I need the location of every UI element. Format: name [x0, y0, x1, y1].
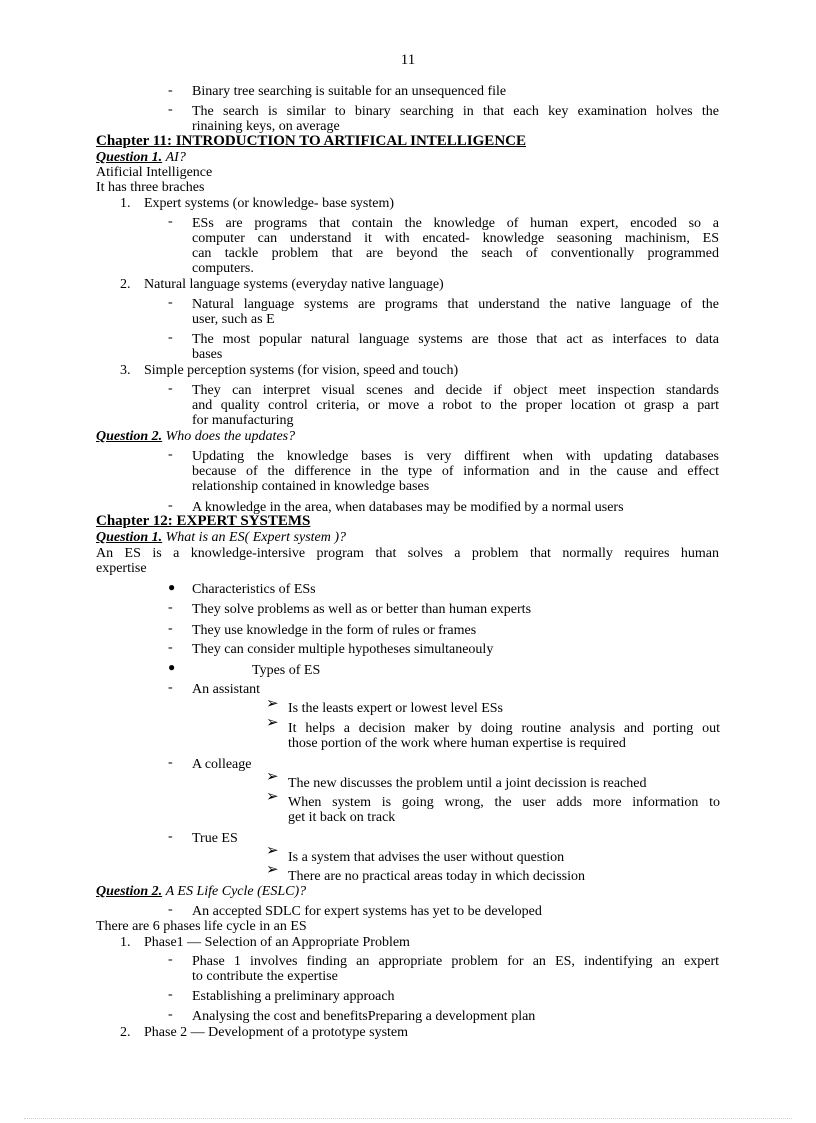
text-line: Is the leasts expert or lowest level ESs — [288, 701, 504, 716]
text-line: True ES — [192, 831, 238, 846]
text-line: user, such as E — [192, 312, 275, 327]
text-line: Natural language systems (everyday native language) — [144, 277, 444, 292]
text-line: and quality control criteria, or move a robot to the proper location ot grasp a part — [192, 398, 719, 413]
dash-bullet: - — [168, 829, 173, 844]
text-line: When system is going wrong, the user adds more information to — [288, 795, 720, 810]
chapter-heading: Chapter 11: INTRODUCTION TO ARTIFICAL INTELLIGENCE — [96, 133, 526, 149]
dash-bullet: - — [168, 295, 173, 310]
question-heading — [96, 150, 186, 165]
text-line: Types of ES — [252, 663, 321, 678]
arrow-bullet-icon: ➢ — [266, 843, 279, 859]
question-title: What is an ES( Expert system )? — [165, 530, 347, 545]
text-line: because of the difference in the type of information and in the cause and effect — [192, 464, 719, 479]
text-line: There are no practical areas today in which decission — [288, 869, 585, 884]
chapter-heading: Chapter 12: EXPERT SYSTEMS — [96, 513, 311, 529]
question-title: Who does the updates? — [165, 429, 296, 444]
text-line: Expert systems (or knowledge- base system) — [144, 196, 394, 211]
question-label: Question 2. — [96, 884, 163, 899]
text-line: Phase 2 — Development of a prototype system — [144, 1025, 409, 1040]
text-line: The most popular natural language systems are those that act as interfaces to data — [192, 332, 719, 347]
text-line: Is a system that advises the user without question — [288, 850, 565, 865]
text-line: computers. — [192, 261, 254, 276]
question-heading — [96, 884, 306, 899]
text-line: Simple perception systems (for vision, speed and touch) — [144, 363, 459, 378]
text-line: get it back on track — [288, 810, 396, 825]
dash-bullet: - — [168, 381, 173, 396]
text-line: The new discusses the problem until a joint decission is reached — [288, 776, 647, 791]
dash-bullet: - — [168, 902, 173, 917]
text-line: It helps a decision maker by doing routine analysis and porting out — [288, 721, 720, 736]
round-bullet: ● — [168, 660, 176, 674]
text-line: those portion of the work where human expertise is required — [288, 736, 626, 751]
question-label: Question 1. — [96, 150, 163, 165]
dash-bullet: - — [168, 987, 173, 1002]
question-heading — [96, 530, 346, 545]
dash-bullet: - — [168, 330, 173, 345]
arrow-bullet-icon: ➢ — [266, 696, 279, 712]
text-line: Updating the knowledge bases is very diffirent when with updating databases — [192, 449, 719, 464]
text-line: The search is similar to binary searching in that each key examination holves the — [192, 104, 719, 119]
text-line: Atificial Intelligence — [96, 165, 213, 180]
text-line: rinaining keys, on average — [192, 119, 340, 134]
text-line: to contribute the expertise — [192, 969, 338, 984]
text-line: can tackle problem that are beyond the seach of conventionally programmed — [192, 246, 719, 261]
text-line: A knowledge in the area, when databases may be modified by a normal users — [192, 500, 624, 515]
text-line: They solve problems as well as or better than human experts — [192, 602, 532, 617]
dash-bullet: - — [168, 755, 173, 770]
text-line: for manufacturing — [192, 413, 294, 428]
page-number: 11 — [400, 52, 416, 68]
dash-bullet: - — [168, 1007, 173, 1022]
arrow-bullet-icon: ➢ — [266, 715, 279, 731]
text-line: It has three braches — [96, 180, 205, 195]
text-line: An accepted SDLC for expert systems has yet to be developed — [192, 904, 542, 919]
list-number: 1. — [120, 196, 131, 211]
text-line: Analysing the cost and benefitsPreparing a development plan — [192, 1009, 536, 1024]
text-line: They use knowledge in the form of rules or frames — [192, 623, 477, 638]
text-line: Phase1 — Selection of an Appropriate Problem — [144, 935, 410, 950]
question-title: AI? — [165, 150, 186, 165]
text-line: Phase 1 involves finding an appropriate problem for an ES, indentifying an expert — [192, 954, 719, 969]
text-line: An assistant — [192, 682, 261, 697]
list-number: 2. — [120, 1025, 131, 1040]
dash-bullet: - — [168, 621, 173, 636]
list-number: 2. — [120, 277, 131, 292]
text-line: Natural language systems are programs that understand the native language of the — [192, 297, 719, 312]
dash-bullet: - — [168, 680, 173, 695]
dash-bullet: - — [168, 640, 173, 655]
round-bullet: ● — [168, 580, 176, 594]
text-line: Establishing a preliminary approach — [192, 989, 395, 1004]
arrow-bullet-icon: ➢ — [266, 789, 279, 805]
text-line: A colleage — [192, 757, 252, 772]
text-line: computer can understand it with encated- knowledge seasoning machinism, ES — [192, 231, 719, 246]
question-heading — [96, 429, 295, 444]
text-line: An ES is a knowledge-intersive program that solves a problem that normally requires human — [96, 546, 719, 561]
dash-bullet: - — [168, 214, 173, 229]
list-number: 3. — [120, 363, 131, 378]
text-line: expertise — [96, 561, 147, 576]
text-line: Binary tree searching is suitable for an unsequenced file — [192, 84, 507, 99]
text-line: bases — [192, 347, 223, 362]
text-line: They can consider multiple hypotheses simultaneouly — [192, 642, 494, 657]
page-bottom-rule — [24, 1118, 792, 1119]
list-number: 1. — [120, 935, 131, 950]
text-line: relationship contained in knowledge bases — [192, 479, 430, 494]
dash-bullet: - — [168, 498, 173, 513]
dash-bullet: - — [168, 952, 173, 967]
question-label: Question 2. — [96, 429, 163, 444]
question-title: A ES Life Cycle (ESLC)? — [165, 884, 307, 899]
question-label: Question 1. — [96, 530, 163, 545]
arrow-bullet-icon: ➢ — [266, 862, 279, 878]
dash-bullet: - — [168, 447, 173, 462]
dash-bullet: - — [168, 600, 173, 615]
text-line: There are 6 phases life cycle in an ES — [96, 919, 307, 934]
text-line: ESs are programs that contain the knowledge of human expert, encoded so a — [192, 216, 719, 231]
text-line: They can interpret visual scenes and decide if object meet inspection standards — [192, 383, 719, 398]
dash-bullet: - — [168, 83, 173, 98]
arrow-bullet-icon: ➢ — [266, 769, 279, 785]
text-line: Characteristics of ESs — [192, 582, 316, 597]
dash-bullet: - — [168, 102, 173, 117]
